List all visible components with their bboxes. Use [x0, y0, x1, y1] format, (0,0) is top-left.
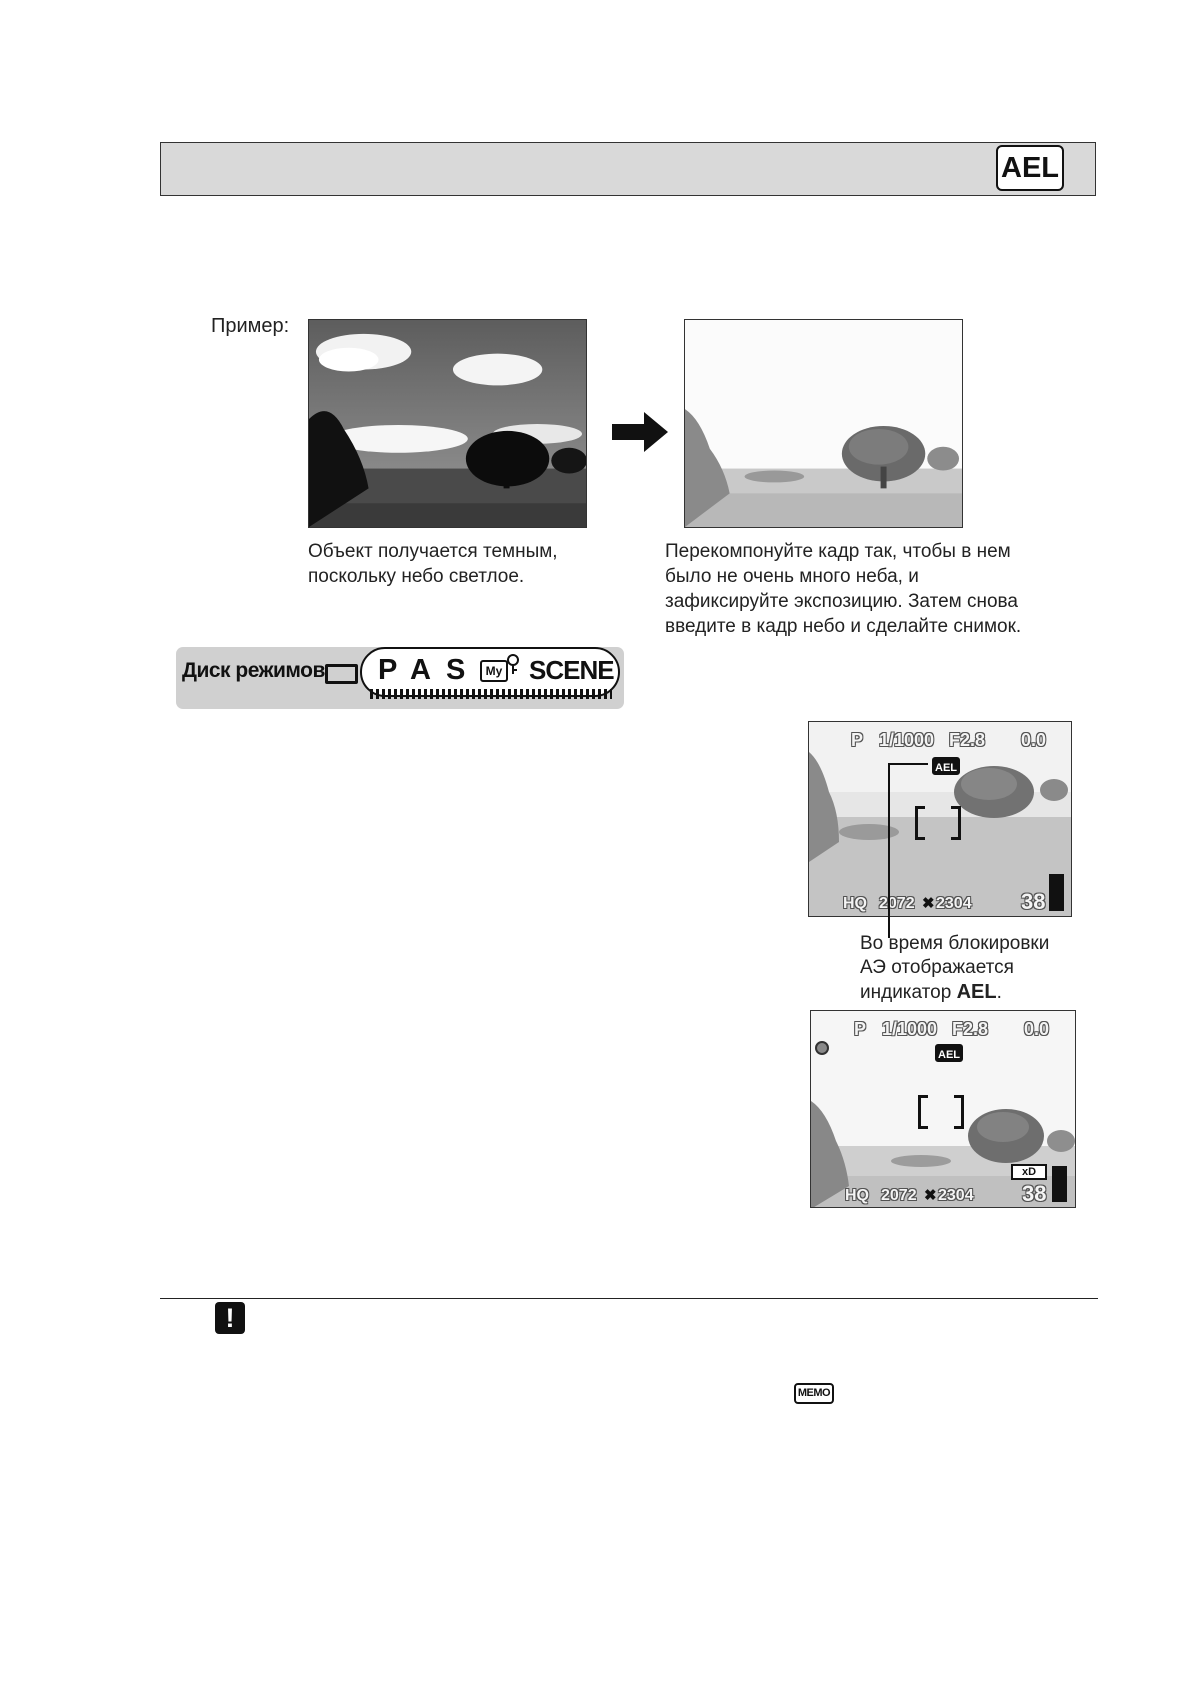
lcd1-caption: [860, 932, 1049, 1005]
left-caption: [308, 539, 558, 589]
lcd2-resolution-separator: ✖: [924, 1187, 937, 1204]
lcd1-shutter: 1/1000: [879, 730, 935, 750]
lcd1-caption-line: АЭ отображается: [860, 957, 1014, 978]
leader-line: [888, 763, 890, 938]
lcd1-resolution-height: 2304: [936, 895, 972, 912]
mode-p: P: [378, 654, 398, 686]
lcd2-resolution-width: 2072: [881, 1187, 917, 1204]
section-header-bar: [160, 142, 1096, 196]
auto-mode-icon: [325, 664, 358, 684]
memo-icon: MEMO: [794, 1383, 834, 1404]
right-caption-line: введите в кадр небо и сделайте снимок.: [665, 616, 1022, 637]
leader-line: [888, 763, 928, 765]
lcd1-resolution-separator: ✖: [922, 895, 935, 912]
example-label: Пример:: [211, 315, 290, 337]
left-caption-line: Объект получается темным,: [308, 541, 558, 562]
lcd1-memory-gauge: [1049, 874, 1064, 911]
focus-confirm-lamp: [815, 1041, 829, 1055]
lcd1-caption-line: Во время блокировки: [860, 933, 1050, 954]
af-frame-right: [954, 1095, 964, 1129]
lcd-screen-recompose: [810, 1010, 1076, 1208]
warning-icon: !: [215, 1302, 245, 1334]
mode-dial-ticks: [370, 689, 612, 699]
lcd2-mode: P: [854, 1019, 867, 1039]
arrow-right-icon: [612, 412, 668, 452]
lcd2-memory-gauge: [1052, 1166, 1067, 1202]
lcd1-aperture: F2.8: [949, 730, 986, 750]
right-caption-line: зафиксируйте экспозицию. Затем снова: [665, 591, 1018, 612]
lcd2-ael-indicator: AEL: [935, 1044, 963, 1062]
lcd2-exposure: 0.0: [1024, 1019, 1050, 1039]
right-caption-line: было не очень много неба, и: [665, 566, 919, 587]
lcd1-caption-line: [860, 980, 1049, 1005]
mode-s: S: [446, 654, 466, 686]
ael-badge: AEL: [996, 145, 1064, 191]
mode-my-icon: My: [480, 660, 508, 682]
lcd2-frames-remaining: 38: [1022, 1181, 1047, 1206]
lcd1-exposure: 0.0: [1021, 730, 1047, 750]
lcd2-card-icon: xD: [1011, 1164, 1047, 1180]
lcd1-frames-remaining: 38: [1021, 889, 1046, 914]
mode-dial-label: Диск режимов: [182, 659, 325, 682]
lcd1-caption-prefix: индикатор: [860, 982, 957, 1003]
right-caption: [665, 539, 1021, 639]
mode-my-key-icon: [506, 654, 520, 676]
af-frame-left: [915, 806, 925, 840]
mode-a: A: [410, 654, 431, 686]
lcd1-resolution-width: 2072: [879, 895, 915, 912]
lcd1-caption-ael: AEL: [956, 981, 997, 1003]
lcd1-quality: HQ: [843, 895, 867, 912]
af-frame-left: [918, 1095, 928, 1129]
section-divider: [160, 1298, 1098, 1299]
lcd1-caption-suffix: .: [996, 982, 1002, 1003]
af-frame-right: [951, 806, 961, 840]
lcd2-quality: HQ: [845, 1187, 869, 1204]
photo-recomposed: [684, 319, 963, 528]
lcd1-ael-indicator: AEL: [932, 757, 960, 775]
photo-dark-subject: [308, 319, 587, 528]
lcd1-mode: P: [851, 730, 864, 750]
lcd2-aperture: F2.8: [952, 1019, 989, 1039]
lcd2-resolution-height: 2304: [938, 1187, 974, 1204]
right-caption-line: Перекомпонуйте кадр так, чтобы в нем: [665, 541, 1011, 562]
mode-scene: SCENE: [529, 655, 614, 685]
lcd-screen-ael-locked: [808, 721, 1072, 917]
lcd2-shutter: 1/1000: [882, 1019, 938, 1039]
left-caption-line: поскольку небо светлое.: [308, 566, 525, 587]
